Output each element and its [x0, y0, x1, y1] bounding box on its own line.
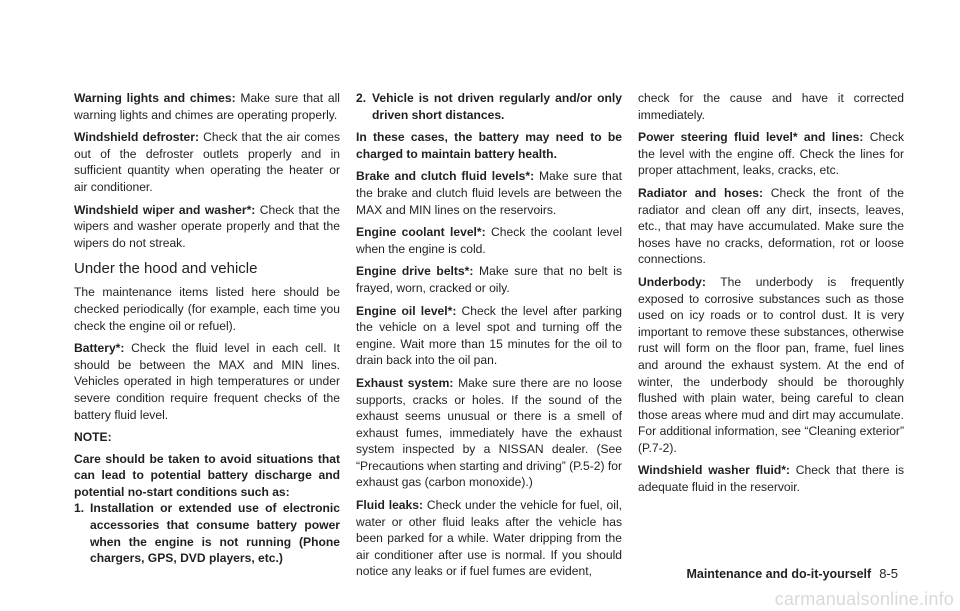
defroster-paragraph [74, 129, 340, 195]
coolant-term: Engine coolant level*: [356, 225, 486, 240]
radiator-term: Radiator and hoses: [638, 185, 764, 200]
page-number: 8-5 [879, 566, 898, 581]
intro-paragraph: The maintenance items listed here should be checked periodically (for example, each time you check the engine oil or refuel). [74, 285, 340, 333]
engine-oil-paragraph [356, 303, 622, 369]
wiper-paragraph [74, 202, 340, 252]
fluid-leaks-text: Check under the vehicle for fuel, oil, water or other fluid leaks after the vehicle has been parked for a while. Water dripping from the air conditioner after use is normal. If you should notice any leaks or if fuel fumes are evident, [356, 498, 622, 579]
footer-section-title: Maintenance and do-it-yourself [686, 567, 872, 581]
list-item-1 [74, 500, 340, 566]
list-item-text: Installation or extended use of electronic accessories that consume battery power when the engine is not running (Phone chargers, GPS, DVD players, etc.) [90, 501, 340, 566]
warning-lights-paragraph [74, 90, 340, 123]
battery-charge-note: In these cases, the battery may need to be charged to maintain battery health. [356, 130, 622, 161]
coolant-text: Check the coolant level when the engine is cold. [356, 225, 623, 256]
engine-oil-term: Engine oil level*: [356, 303, 457, 318]
column-1 [74, 90, 340, 573]
list-item-number: 2. [356, 91, 367, 105]
warning-lights-term: Warning lights and chimes: [74, 91, 236, 105]
radiator-text: Check the front of the radiator and clean off any dirt, insects, leaves, etc., that may have accumulated. Make sure the hoses have no cracks, deformation, rot or loose connections. [638, 185, 904, 267]
washer-fluid-paragraph [638, 462, 904, 495]
watermark: carmanualsonline.info [774, 589, 954, 609]
list-item-text: Vehicle is not driven regularly and/or only driven short distances. [372, 91, 622, 122]
underbody-paragraph [638, 274, 904, 457]
engine-oil-text: Check the level after parking the vehicle on a level spot and turning off the engine. Wait more than 15 minutes for the oil to drain back into the oil pan. [356, 303, 622, 368]
underbody-term: Underbody: [638, 274, 706, 289]
page-footer [686, 566, 898, 582]
fluid-leaks-continued: check for the cause and have it corrected immediately. [638, 91, 904, 122]
power-steering-paragraph [638, 129, 904, 179]
defroster-text: Check that the air comes out of the defroster outlets properly and in sufficient quantity when operating the heater or air conditioner. [74, 130, 341, 194]
underbody-text: The underbody is frequently exposed to corrosive substances such as those used on icy roads or to control dust. It is very important to remove these substances, otherwise rust will form on the floor pan, frame, fuel lines and around the exhaust system. At the end of winter, the underbody should be thoroughly flushed with plain water, being careful to clean those areas where mud and dirt may accumulate. For additional information, see “Cleaning exterior” (P.7-2). [638, 274, 904, 455]
list-item-2 [356, 90, 622, 123]
brake-fluid-text: Make sure that the brake and clutch fluid levels are between the MAX and MIN lines on the reservoirs. [356, 169, 622, 217]
section-subheading: Under the hood and vehicle [74, 260, 258, 278]
fluid-leaks-term: Fluid leaks: [356, 498, 424, 513]
washer-fluid-text: Check that there is adequate fluid in the reservoir. [638, 463, 904, 495]
defroster-term: Windshield defroster: [74, 130, 199, 145]
wiper-text: Check that the wipers and washer operate properly and that the wipers do not streak. [74, 202, 340, 250]
washer-fluid-term: Windshield washer fluid*: [638, 463, 790, 478]
battery-text: Check the fluid level in each cell. It should be between the MAX and MIN lines. Vehicles operated in high temperatures or under severe condition require frequent checks of the battery fluid level. [74, 341, 340, 422]
list-item-number: 1. [74, 501, 85, 516]
exhaust-text: Make sure there are no loose supports, cracks or holes. If the sound of the exhaust seems unusual or there is a smell of exhaust fumes, immediately have the exhaust system inspected by a NISSAN dealer. (See “Precautions when starting and driving” (P.5-2) for exhaust gas (carbon monoxide).) [356, 375, 622, 490]
power-steering-term: Power steering fluid level* and lines: [638, 130, 864, 145]
column-3 [638, 90, 904, 502]
drive-belts-paragraph [356, 263, 622, 296]
battery-paragraph [74, 340, 340, 423]
brake-fluid-term: Brake and clutch fluid levels*: [356, 169, 535, 184]
power-steering-text: Check the level with the engine off. Check the lines for proper attachment, leaks, cracks, etc. [638, 130, 904, 178]
warning-lights-text: Make sure that all warning lights and chimes are operating properly. [74, 91, 340, 122]
exhaust-paragraph [356, 375, 622, 491]
wiper-term: Windshield wiper and washer*: [74, 202, 256, 217]
column-2 [356, 90, 622, 586]
drive-belts-text: Make sure that no belt is frayed, worn, cracked or oily. [356, 264, 622, 295]
note-text: Care should be taken to avoid situations that can lead to potential battery discharge and potential no-start conditions such as: [74, 451, 340, 499]
radiator-paragraph [638, 185, 904, 268]
exhaust-term: Exhaust system: [356, 375, 454, 390]
fluid-leaks-paragraph [356, 497, 622, 580]
coolant-paragraph [356, 224, 622, 257]
battery-term: Battery*: [74, 341, 125, 356]
drive-belts-term: Engine drive belts*: [356, 264, 474, 279]
note-heading: NOTE: [74, 430, 112, 445]
brake-fluid-paragraph [356, 168, 622, 218]
